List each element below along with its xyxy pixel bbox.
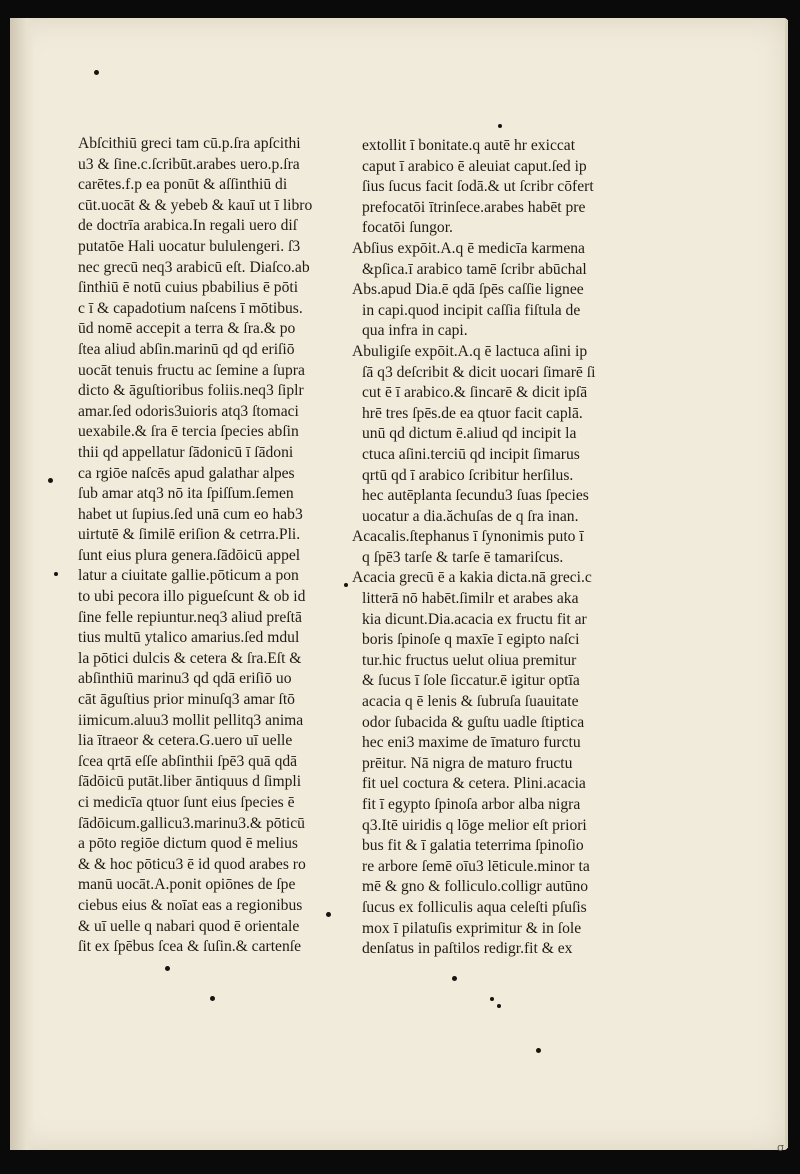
ink-speck [326, 912, 331, 917]
text-line: Abſcithiū greci tam cū.p.ſra apſcithi [78, 135, 301, 152]
text-line: & ſucus ī ſole ſiccatur.ē igitur optīa [362, 672, 580, 690]
text-line: putatōe Hali uocatur bululengeri. ſ3 [78, 237, 301, 255]
page-binding-gutter [10, 18, 34, 1150]
left-text-column [78, 134, 348, 958]
text-line: ūd nomē accepit a terra & ſra.& po [78, 320, 296, 338]
ink-speck [452, 976, 457, 981]
ink-speck [490, 997, 494, 1001]
ink-speck [94, 70, 99, 75]
text-line: & uī uelle q nabari quod ē orientale [78, 917, 300, 935]
text-line: ſub amar atq3 nō ita ſpiſſum.ſemen [78, 485, 294, 503]
text-line: mox ī pilatuſis exprimitur & in ſole [362, 919, 582, 937]
ink-speck [54, 572, 58, 576]
ink-speck [536, 1048, 541, 1053]
text-line: ſcea qrtā eſſe abſinthii ſpē3 quā qdā [78, 752, 298, 770]
text-line: focatōi ſungor. [362, 219, 453, 237]
text-line: hec autēplanta ſecundu3 ſuas ſpecies [362, 487, 589, 505]
text-line: Abuligiſe expōit.A.q ē lactuca aſini ip [352, 342, 588, 360]
text-line: tur.hic fructus uelut oliua premitur [362, 651, 577, 669]
ink-speck [344, 583, 348, 587]
text-line: ſius ſucus facit ſodā.& ut ſcribr cōfert [362, 178, 594, 196]
text-line: manū uocāt.A.ponit opiōnes de ſpe [78, 876, 296, 894]
text-line: prefocatōi ītrinſece.arabes habēt pre [362, 198, 586, 216]
text-line: qua infra in capi. [362, 322, 468, 340]
ink-speck [210, 996, 215, 1001]
text-line: ſtea aliud abſin.marinū qd qd eriſiō [78, 340, 295, 358]
text-line: ſādōicum.gallicu3.marinu3.& pōticū [78, 814, 305, 832]
text-line: latur a ciuitate gallie.pōticum a pon [78, 567, 299, 585]
corner-mark: σ [777, 1141, 784, 1154]
text-line: ſā q3 deſcribit & dicit uocari ſimarē ſi [362, 363, 596, 381]
right-text-column [352, 136, 612, 960]
text-line: mē & gno & folliculo.colligr autūno [362, 878, 589, 896]
text-line: hec eni3 maxime de īmaturo furctu [362, 734, 581, 752]
text-line: Acacalis.ſtephanus ī ſynonimis puto ī [352, 528, 584, 546]
ink-speck [48, 478, 53, 483]
text-line: iimicum.aluu3 mollit pellitq3 anima [78, 711, 304, 729]
text-line: lia ītraeor & cetera.G.uero uī uelle [78, 732, 293, 750]
ink-speck [498, 124, 502, 128]
text-line: amar.ſed odoris3uioris atq3 ſtomaci [78, 402, 299, 420]
text-line: uirtutē & ſimilē eriſion & cetrra.Pli. [78, 526, 301, 544]
text-line: thii qd appellatur ſādonicū ī ſādoni [78, 443, 294, 461]
text-line: Abs.apud Dia.ē qdā ſpēs caſſie lignee [352, 281, 584, 299]
text-line: kia dicunt.Dia.acacia ex fructu fit ar [362, 610, 587, 628]
text-line: ctuca aſini.terciū qd incipit ſimarus [362, 445, 580, 463]
text-line: u3 & ſine.c.ſcribūt.arabes uero.p.ſra [78, 155, 300, 173]
text-line: ſine felle repiuntur.neq3 aliud preſtā [78, 608, 302, 626]
text-line: litterā nō habēt.ſimilr et arabes aka [362, 590, 579, 608]
text-line: ſunt eius plura genera.ſādōicū appel [78, 546, 301, 564]
text-line: &pſica.ī arabico tamē ſcribr abūchal [362, 260, 587, 278]
ink-speck [497, 1004, 501, 1008]
text-line: ſādōicū putāt.liber āntiquus d ſimpli [78, 773, 302, 791]
text-line: bus fit & ī galatia teterrima ſpinoſio [362, 837, 584, 855]
text-line: ſucus ex folliculis aqua celeſti pſuſis [362, 898, 587, 916]
text-line: cāt āguſtius prior minuſq3 amar ſtō [78, 691, 295, 709]
text-line: ſinthiū ē notū cuius pbabilius ē pōti [78, 279, 299, 297]
text-line: Acacia grecū ē a kakia dicta.nā greci.c [352, 569, 592, 587]
text-line: habet ut ſupius.ſed unā cum eo hab3 [78, 505, 303, 523]
text-line: to ubi pecora illo pigueſcunt & ob id [78, 588, 306, 606]
text-line: tius multū ytalico amarius.ſed mdul [78, 629, 300, 647]
text-line: prēitur. Nā nigra de maturo fructu [362, 754, 573, 772]
text-line: dicto & āguſtioribus foliis.neq3 ſiplr [78, 382, 304, 400]
text-line: uocatur a dia.ăchuſas de q ſra inan. [362, 507, 579, 525]
text-line: Abſius expōit.A.q ē medicīa karmena [352, 239, 585, 257]
text-line: carētes.f.p ea ponūt & aſſinthiū di [78, 176, 288, 194]
text-line: re arbore ſemē oīu3 lēticule.minor ta [362, 857, 590, 875]
text-line: q ſpē3 tarſe & tarſe ē tamariſcus. [362, 548, 564, 566]
text-line: a pōto regiōe dictum quod ē melius [78, 835, 298, 853]
text-line: abſinthiū marinu3 qd qdā eriſiō uo [78, 670, 292, 688]
text-line: cut ē ī arabico.& ſincarē & dicit ipſā [362, 384, 588, 402]
text-line: extollit ī bonitate.q autē hr exiccat [362, 137, 576, 154]
text-line: ci medicīa qtuor ſunt eius ſpecies ē [78, 794, 295, 811]
text-line: & & hoc pōticu3 ē id quod arabes ro [78, 855, 306, 873]
page-edge [785, 20, 788, 1148]
text-line: uocāt tenuis fructu ac ſemine a ſupra [78, 361, 305, 379]
text-line: ca rgiōe naſcēs apud galathar alpes [78, 464, 295, 482]
text-line: caput ī arabico ē aleuiat caput.ſed ip [362, 157, 587, 175]
text-line: odor ſubacida & guſtu uadle ſtiptica [362, 713, 585, 731]
text-line: de doctrīa arabica.In regali uero diſ [78, 217, 298, 235]
text-line: acacia q ē lenis & ſubruſa ſuauitate [362, 693, 579, 711]
text-line: cūt.uocāt & & yebeb & kauī ut ī libro [78, 196, 313, 214]
text-line: in capi.quod incipit caſſia fiſtula de [362, 301, 581, 319]
text-line: qrtū qd ī arabico ſcribitur herſilus. [362, 466, 574, 484]
text-line: fit uel coctura & cetera. Plini.acacia [362, 775, 586, 793]
text-line: uexabile.& ſra ē tercia ſpecies abſin [78, 423, 299, 441]
text-line: denſatus in paſtilos redigr.fit & ex [362, 940, 573, 958]
text-line: boris ſpinoſe q maxīe ī egipto naſci [362, 631, 580, 649]
text-line: unū qd dictum ē.aliud qd incipit la [362, 425, 577, 443]
text-line: nec grecū neq3 arabicū eſt. Diaſco.ab [78, 258, 310, 276]
ink-speck [165, 966, 170, 971]
text-line: ciebus eius & noīat eas a regionibus [78, 896, 303, 914]
text-line: la pōtici dulcis & cetera & ſra.Eſt & [78, 649, 302, 667]
text-line: c ī & capadotium naſcens ī mōtibus. [78, 299, 303, 317]
text-line: hrē tres ſpēs.de ea qtuor facit caplā. [362, 404, 583, 422]
text-line: q3.Itē uiridis q lōge melior eſt priori [362, 816, 587, 834]
text-line: ſit ex ſpēbus ſcea & ſuſin.& cartenſe [78, 938, 302, 956]
text-line: fit ī egypto ſpinoſa arbor alba nigra [362, 796, 581, 813]
